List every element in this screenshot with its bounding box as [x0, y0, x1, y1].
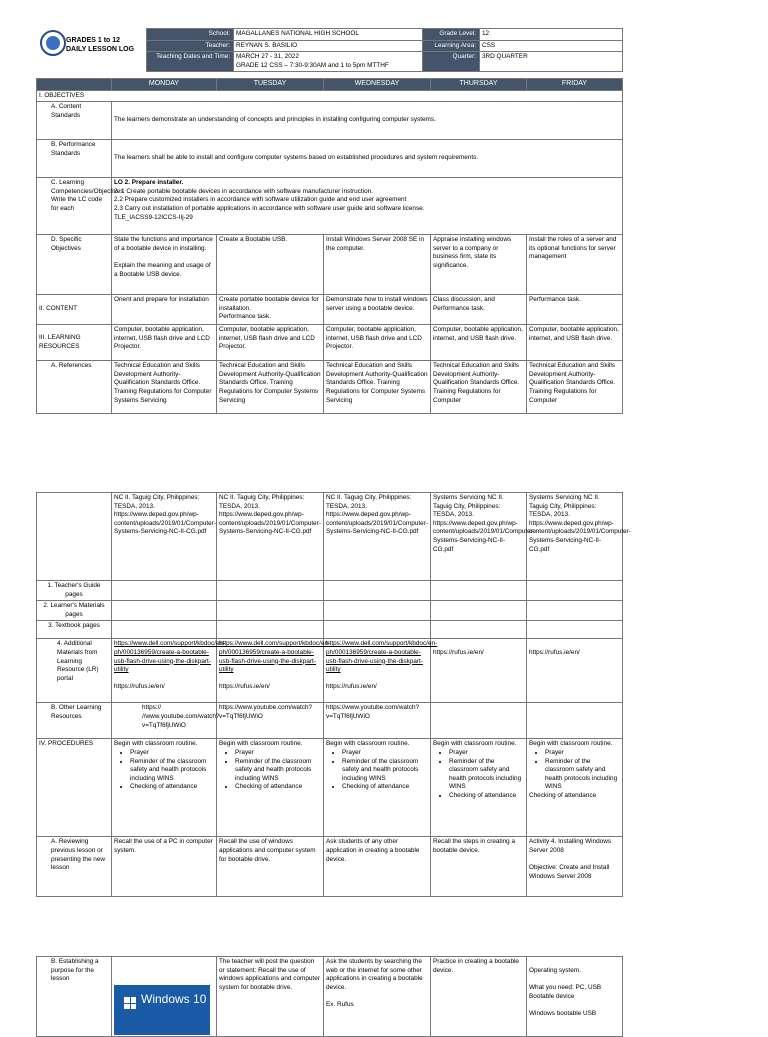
bullet-attendance: • Checking of attendance — [342, 783, 428, 792]
lm-monday — [112, 601, 217, 621]
rev-friday: Activity 4. Installing Windows Server 2008 Objective: Create and Install Windows Server 2008 — [527, 837, 623, 897]
procedures-label: IV. PROCEDURES — [37, 739, 112, 837]
alr-thursday — [431, 639, 527, 703]
begin-routine: Begin with classroom routine. — [326, 740, 410, 748]
proc-thursday — [431, 739, 527, 837]
bullet-attendance: • Checking of attendance — [449, 792, 524, 801]
day-tuesday: TUESDAY — [217, 79, 324, 91]
ref-friday: Technical Education and Skills Development Authority-Qualification Standards Office. Training Regulations for Computer — [527, 361, 623, 414]
alr-wednesday — [324, 639, 438, 703]
other-tuesday[interactable]: https://www.youtube.com/watch?v=TqTf6fjUWiO — [217, 703, 324, 739]
est-monday — [112, 957, 217, 1037]
content-thursday: Class discussion, and Performance task. — [431, 295, 527, 325]
competency-2-1: 2. 1 Create portable bootable devices in accordance with software manufacturer instruction. — [114, 187, 373, 195]
rev-thursday: Recall the steps in creating a bootable device. — [431, 837, 527, 897]
ref-wednesday: Technical Education and Skills Development Authority-Qualification Standards Office. Training Regulations for Computer Systems Servicing — [324, 361, 431, 414]
title-line-1: GRADES 1 to 12 — [66, 37, 121, 44]
lesson-table-page-3 — [36, 956, 623, 1037]
bullet-reminder: • Reminder of the classroom safety and health protocols including WINS — [342, 758, 428, 784]
proc-friday — [527, 739, 623, 837]
header-info-table — [146, 28, 623, 72]
bullet-reminder: • Reminder of the classroom safety and health protocols including WINS — [130, 758, 214, 784]
begin-routine: Begin with classroom routine. — [529, 740, 613, 748]
alr-tuesday — [217, 639, 331, 703]
ref-cont-thursday: Systems Servicing NC II. Taguig City, Philippines: TESDA, 2013. https://www.deped.gov.ph/wp-content/uploads/2019/01/Computer-Systems-Servicing-NC-II-CG.pdf — [431, 493, 527, 581]
tg-wednesday — [324, 581, 431, 601]
alr-friday — [527, 639, 623, 703]
est-thursday: Practice in creating a bootable device. — [431, 957, 527, 1037]
objectives-heading: I. OBJECTIVES — [37, 90, 623, 102]
other-resources-label: B. Other Learning Resources — [37, 703, 112, 739]
ref-thursday: Technical Education and Skills Development Authority-Qualification Standards Office. Training Regulations for Computer — [431, 361, 527, 414]
bullet-reminder: • Reminder of the classroom safety and health protocols including WINS — [235, 758, 321, 784]
tg-tuesday — [217, 581, 324, 601]
proc-tuesday — [217, 739, 324, 837]
competency-code: TLE_IACSS9-12ICCS-IIj-29 — [114, 213, 193, 221]
windows-10-image — [114, 985, 210, 1035]
content-wednesday: Demonstrate how to install windows server using a bootable device. — [324, 295, 431, 325]
rev-wednesday: Ask students of any other application in creating a bootable device. — [324, 837, 431, 897]
area-label: Learning Area: — [423, 40, 480, 52]
tb-thursday — [431, 621, 527, 639]
bullet-attendance: • Checking of attendance — [235, 783, 321, 792]
content-standards-text: The learners demonstrate an understanding of concepts and principles in installing configuring computer systems. — [112, 102, 623, 140]
tb-friday — [527, 621, 623, 639]
day-monday: MONDAY — [112, 79, 217, 91]
teachers-guide-label: 1. Teacher's Guide pages — [37, 581, 112, 601]
tg-thursday — [431, 581, 527, 601]
dates-line-1: MARCH 27 - 31, 2022 — [236, 53, 299, 61]
tb-monday — [112, 621, 217, 639]
lesson-table-page-2 — [36, 492, 631, 897]
lm-thursday — [431, 601, 527, 621]
bullet-prayer: • Prayer — [235, 749, 321, 758]
begin-routine: Begin with classroom routine. — [219, 740, 303, 748]
rufus-link[interactable]: https://rufus.ie/en/ — [529, 648, 580, 656]
title-line-2: DAILY LESSON LOG — [66, 46, 135, 53]
est-friday: Operating system. What you need: PC, USB Bootable device Windows bootable USB — [527, 957, 623, 1037]
rufus-link[interactable]: https://rufus.ie/en/ — [219, 683, 270, 691]
alr-monday — [112, 639, 226, 703]
ref-cont-monday: NC II. Taguig City, Philippines: TESDA, 2013. https://www.deped.gov.ph/wp-content/uploads/2019/01/Computer-Systems-Servicing-NC-II-CG.pdf — [112, 493, 217, 581]
content-tuesday: Create portable bootable device for installation. Performance task. — [217, 295, 324, 325]
content-monday: Orient and prepare for installation — [112, 295, 217, 325]
windows-logo-icon — [124, 997, 136, 1009]
bullet-prayer: • Prayer — [130, 749, 214, 758]
dates-label: Teaching Dates and Time: — [147, 52, 234, 72]
content-label: II. CONTENT — [37, 295, 112, 325]
lm-friday — [527, 601, 623, 621]
rufus-link[interactable]: https://rufus.ie/en/ — [114, 683, 165, 691]
other-wednesday[interactable]: https://www.youtube.com/watch?v=TqTf6fjUWiO — [324, 703, 431, 739]
teacher-value: REYNAN S. BASILIO — [234, 40, 423, 52]
other-thursday — [431, 703, 527, 739]
bullet-prayer: • Prayer — [449, 749, 524, 758]
rufus-link[interactable]: https://rufus.ie/en/ — [433, 648, 484, 656]
content-standards-label: A. Content Standards — [37, 102, 112, 140]
additional-materials-label: 4. Additional Materials from Learning Resource (LR) portal — [37, 639, 112, 703]
day-wednesday: WEDNESDAY — [324, 79, 431, 91]
school-label: School: — [147, 29, 234, 41]
establishing-label: B. Establishing a purpose for the lesson — [37, 957, 112, 1037]
learners-materials-label: 2. Learner's Materials pages — [37, 601, 112, 621]
other-monday[interactable]: https:// //www.youtube.com/watch?v=TqTf6fjUWiO — [112, 703, 217, 739]
tb-tuesday — [217, 621, 324, 639]
competency-2-2: 2.2 Prepare customized installers in accordance with software utilization guide and end user agreement — [114, 196, 407, 204]
spec-thursday: Appraise installing windows server to a company or business firm, state its significance. — [431, 235, 527, 295]
school-value: MAGALLANES NATIONAL HIGH SCHOOL — [234, 29, 423, 41]
lr-thursday: Computer, bootable application, internet, and USB flash drive. — [431, 325, 527, 361]
references-label: A. References — [37, 361, 112, 414]
ref-cont-wednesday: NC II. Taguig City, Philippines: TESDA, 2013. https://www.deped.gov.ph/wp-content/uploads/2019/01/Computer-Systems-Servicing-NC-II-CG.pdf — [324, 493, 431, 581]
rufus-link[interactable]: https://rufus.ie/en/ — [326, 683, 377, 691]
dell-link[interactable]: https://www.dell.com/support/kbdoc/en-ph/000136959/create-a-bootable-usb-flash-drive-using-the-diskpart-utility — [114, 640, 226, 674]
ref-cont-tuesday: NC II. Taguig City, Philippines: TESDA, 2013. https://www.deped.gov.ph/wp-content/uploads/2019/01/Computer-Systems-Servicing-NC-II-CG.pdf — [217, 493, 324, 581]
form-title — [66, 36, 134, 54]
dell-link[interactable]: https://www.dell.com/support/kbdoc/en-ph/000136959/create-a-bootable-usb-flash-drive-using-the-diskpart-utility — [219, 640, 331, 674]
lesson-table-page-1 — [36, 78, 623, 414]
other-friday — [527, 703, 623, 739]
competency-lo: LO 2. Prepare installer. — [114, 179, 184, 187]
performance-standards-text: The learners shall be able to install and configure computer systems based on established procedures and system requirements. — [112, 140, 623, 178]
windows-10-text: Windows 10 — [141, 992, 207, 1006]
specific-objectives-label: D. Specific Objectives — [37, 235, 112, 295]
checking-attendance: Checking of attendance — [529, 791, 597, 799]
lr-tuesday: Computer, bootable application, internet, USB flash drive and LCD Projector. — [217, 325, 324, 361]
bullet-reminder: • Reminder of the classroom safety and health protocols including WINS — [449, 758, 524, 792]
grade-label: Grade Level: — [423, 29, 480, 41]
proc-monday — [112, 739, 217, 837]
dates-value — [234, 52, 423, 72]
bullet-reminder: • Reminder of the classroom safety and health protocols including WINS — [545, 758, 620, 792]
tb-wednesday — [324, 621, 431, 639]
bullet-prayer: • Prayer — [545, 749, 620, 758]
learning-resources-label: III. LEARNING RESOURCES — [37, 325, 112, 361]
dell-link[interactable]: https://www.dell.com/support/kbdoc/en-ph/000136959/create-a-bootable-usb-flash-drive-using-the-diskpart-utility — [326, 640, 438, 674]
ref-cont-friday: Systems Servicing NC II. Taguig City, Philippines: TESDA, 2013. https://www.deped.gov.ph/wp-content/uploads/2019/01/Computer-Systems-Servicing-NC-II-CG.pdf — [527, 493, 623, 581]
rev-monday: Recall the use of a PC in computer system. — [112, 837, 217, 897]
area-value: CSS — [480, 40, 623, 52]
quarter-value: 3RD QUARTER — [480, 52, 623, 72]
begin-routine: Begin with classroom routine. — [433, 740, 517, 748]
content-friday: Performance task. — [527, 295, 623, 325]
ref-monday: Technical Education and Skills Development Authority-Qualification Standards Office. Training Regulations for Computer Systems Servicing — [112, 361, 217, 414]
bullet-prayer: • Prayer — [342, 749, 428, 758]
rev-tuesday: Recall the use of windows applications and computer system for bootable drive. — [217, 837, 324, 897]
teacher-label: Teacher: — [147, 40, 234, 52]
lr-friday: Computer, bootable application, internet, and USB flash drive. — [527, 325, 623, 361]
competency-2-3: 2.3 Carry out installation of portable applications in accordance with software user guide and software license. — [114, 204, 425, 212]
grade-value: 12 — [480, 29, 623, 41]
tg-monday — [112, 581, 217, 601]
lr-wednesday: Computer, bootable application, internet, USB flash drive and LCD Projector. — [324, 325, 431, 361]
reviewing-label: A. Reviewing previous lesson or presenting the new lesson — [37, 837, 112, 897]
competencies-label: C. Learning Competencies/Objectives Write the LC code for each — [37, 178, 112, 235]
corner-cell — [37, 79, 112, 91]
proc-wednesday — [324, 739, 431, 837]
bullet-attendance: • Checking of attendance — [130, 783, 214, 792]
quarter-label: Quarter: — [423, 52, 480, 72]
textbook-pages-label: 3. Textbook pages — [37, 621, 112, 639]
ref-cont-label — [37, 493, 112, 581]
performance-standards-label: B. Performance Standards — [37, 140, 112, 178]
dates-line-2: GRADE 12 CSS – 7:30-9:30AM and 1 to 5pm MTTHF — [236, 61, 389, 69]
lm-wednesday — [324, 601, 431, 621]
day-thursday: THURSDAY — [431, 79, 527, 91]
est-tuesday: The teacher will post the question or statement: Recall the use of windows applications and computer system for bootable drive. — [217, 957, 324, 1037]
lm-tuesday — [217, 601, 324, 621]
spec-monday: State the functions and importance of a bootable device in installing. Explain the meaning and usage of a Bootable USB device. — [112, 235, 217, 295]
spec-wednesday: Install Windows Server 2008 SE in the computer. — [324, 235, 431, 295]
spec-friday: Install the roles of a server and its optional functions for server management — [527, 235, 623, 295]
competencies-text — [112, 178, 623, 235]
est-wednesday: Ask the students by searching the web or the internet for some other applications in creating a bootable device. Ex. Rufus — [324, 957, 431, 1037]
ref-tuesday: Technical Education and Skills Development Authority-Qualification Standards Office. Training Regulations for Computer Systems Servicing — [217, 361, 324, 414]
spec-tuesday: Create a Bootable USB. — [217, 235, 324, 295]
school-logo — [40, 30, 66, 56]
begin-routine: Begin with classroom routine. — [114, 740, 198, 748]
lr-monday: Computer, bootable application, internet, USB flash drive and LCD Projector. — [112, 325, 217, 361]
day-friday: FRIDAY — [527, 79, 623, 91]
tg-friday — [527, 581, 623, 601]
